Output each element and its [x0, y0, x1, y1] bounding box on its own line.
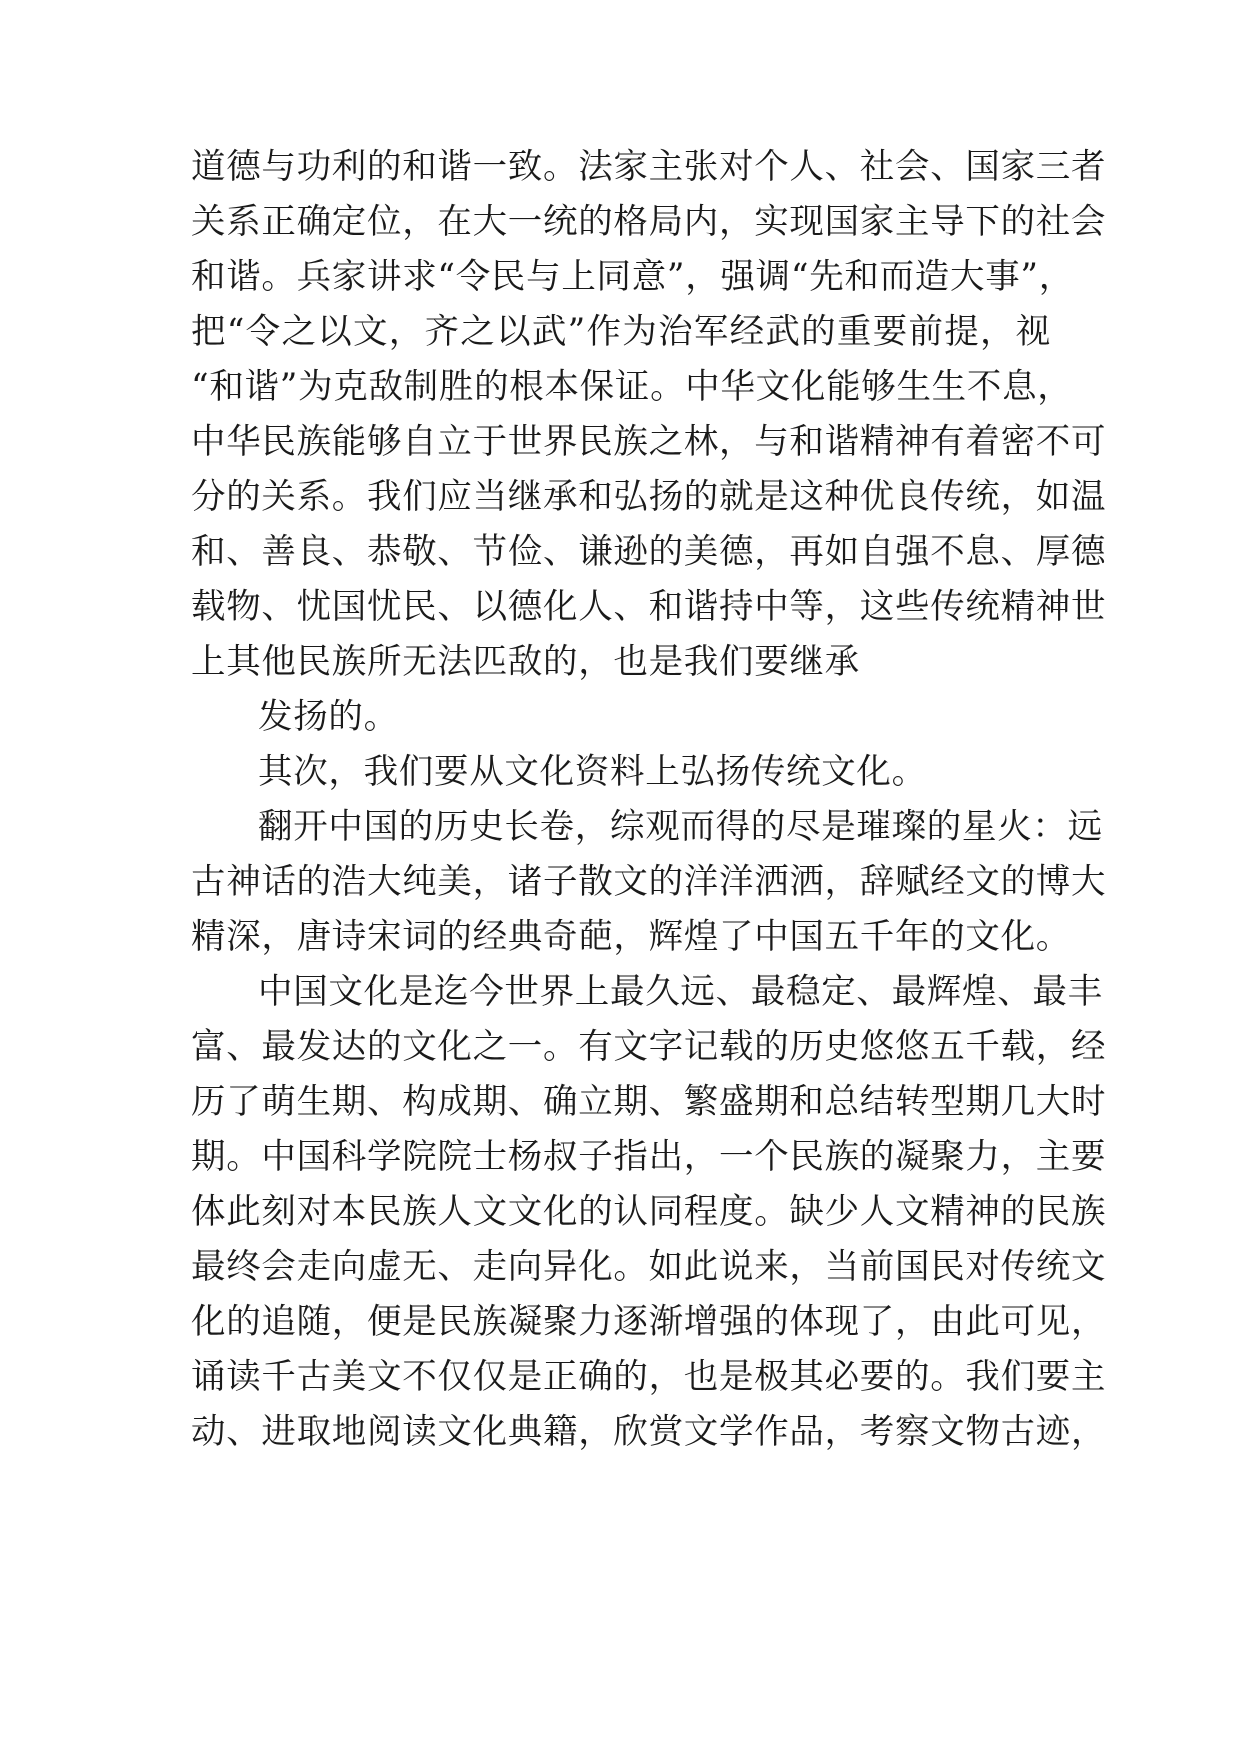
text-line: 中华民族能够自立于世界民族之林，与和谐精神有着密不可 — [191, 422, 1107, 462]
text-line: 精深，唐诗宋词的经典奇葩，辉煌了中国五千年的文化。 — [191, 917, 1071, 957]
text-line: 其次，我们要从文化资料上弘扬传统文化。 — [258, 752, 927, 792]
text-line: 体此刻对本民族人文文化的认同程度。缺少人文精神的民族 — [191, 1192, 1107, 1232]
text-line: 富、最发达的文化之一。有文字记载的历史悠悠五千载，经 — [191, 1027, 1107, 1067]
text-line: 上其他民族所无法匹敌的，也是我们要继承 — [191, 642, 860, 682]
text-line: 和谐。兵家讲求“令民与上同意”，强调“先和而造大事”， — [191, 257, 1074, 297]
text-line: 把“令之以文，齐之以武”作为治军经武的重要前提，视 — [191, 312, 1051, 352]
text-line: 最终会走向虚无、走向异化。如此说来，当前国民对传统文 — [191, 1247, 1107, 1287]
text-line: “和谐”为克敌制胜的根本保证。中华文化能够生生不息， — [191, 367, 1073, 407]
text-line: 诵读千古美文不仅仅是正确的，也是极其必要的。我们要主 — [191, 1357, 1107, 1397]
text-line: 古神话的浩大纯美，诸子散文的洋洋洒洒，辞赋经文的博大 — [191, 862, 1107, 902]
text-line: 化的追随，便是民族凝聚力逐渐增强的体现了，由此可见， — [191, 1302, 1107, 1342]
text-line: 道德与功利的和谐一致。法家主张对个人、社会、国家三者 — [191, 147, 1107, 187]
text-line: 载物、忧国忧民、以德化人、和谐持中等，这些传统精神世 — [191, 587, 1107, 627]
text-line: 翻开中国的历史长卷，综观而得的尽是璀璨的星火：远 — [258, 807, 1103, 847]
text-line: 动、进取地阅读文化典籍，欣赏文学作品，考察文物古迹， — [191, 1412, 1107, 1452]
text-line: 历了萌生期、构成期、确立期、繁盛期和总结转型期几大时 — [191, 1082, 1107, 1122]
text-line: 关系正确定位，在大一统的格局内，实现国家主导下的社会 — [191, 202, 1107, 242]
text-line: 分的关系。我们应当继承和弘扬的就是这种优良传统，如温 — [191, 477, 1107, 517]
text-line: 发扬的。 — [258, 697, 399, 737]
text-line: 和、善良、恭敬、节俭、谦逊的美德，再如自强不息、厚德 — [191, 532, 1107, 572]
text-line: 中国文化是迄今世界上最久远、最稳定、最辉煌、最丰 — [258, 972, 1103, 1012]
text-line: 期。中国科学院院士杨叔子指出，一个民族的凝聚力，主要 — [191, 1137, 1107, 1177]
